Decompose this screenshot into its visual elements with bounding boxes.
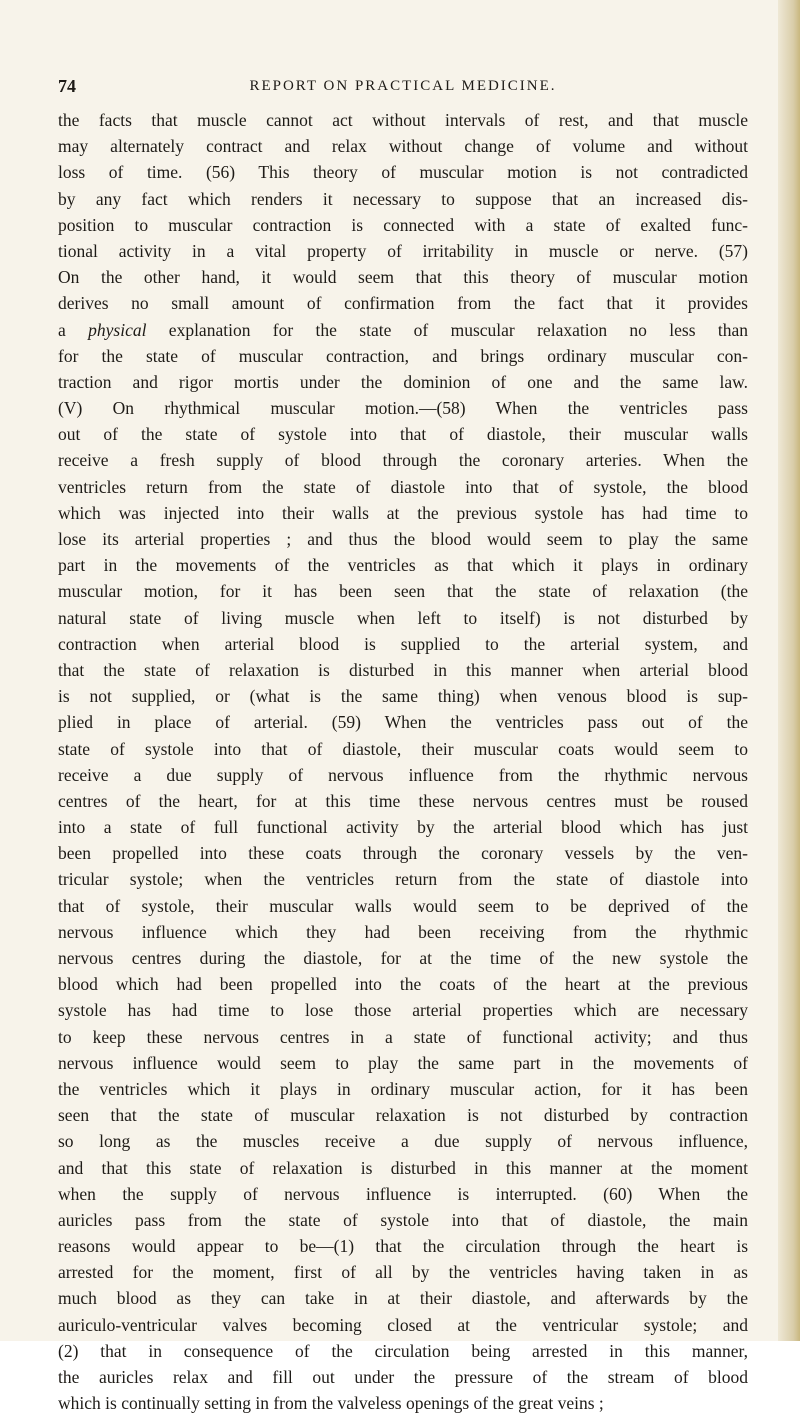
text-line: position to muscular contraction is connected with a state of exalted func- [58,214,748,235]
page-edge [778,0,800,1341]
text-line: nervous influence which they had been receiving from the rhythmic [58,921,748,942]
text-line: which was injected into their walls at the previous systole has had time to [58,502,748,523]
page-number: 74 [58,76,76,96]
text-line: arrested for the moment, first of all by the ventricles having taken in as [58,1262,748,1283]
text-line: that the state of relaxation is disturbed in this manner when arterial blood [58,659,748,680]
text-line: receive a due supply of nervous influence from the rhythmic nervous [58,764,748,785]
running-head [58,76,748,102]
text-line: contraction when arterial blood is supplied to the arterial system, and [58,633,748,654]
text-line: the auricles relax and fill out under the pressure of the stream of blood [58,1367,748,1387]
text-line: tricular systole; when the ventricles return from the state of diastole into [58,869,748,890]
text-line: out of the state of systole into that of diastole, their muscular walls [58,424,748,445]
text-line: been propelled into these coats through the coronary vessels by the ven- [58,843,748,864]
text-line: tional activity in a vital property of irritability in muscle or nerve. (57) [58,240,748,261]
text-line: lose its arterial properties ; and thus the blood would seem to play the same [58,529,748,549]
text-line: so long as the muscles receive a due supply of nervous influence, [58,1131,748,1152]
text-line: receive a fresh supply of blood through the coronary arteries. When the [58,450,748,471]
text-line: that of systole, their muscular walls would seem to be deprived of the [58,895,748,916]
text-line: much blood as they can take in at their diastole, and afterwards by the [58,1288,748,1309]
text-line: state of systole into that of diastole, their muscular coats would seem to [58,738,748,759]
text-line: to keep these nervous centres in a state of functional activity; and thus [58,1026,748,1047]
text-line: auricles pass from the state of systole into that of diastole, the main [58,1209,748,1230]
text-line: auriculo-ventricular valves becoming closed at the ventricular systole; and [58,1314,748,1335]
text-line: traction and rigor mortis under the dominion of one and the same law. [58,371,748,392]
text-line: muscular motion, for it has been seen that the state of relaxation (the [58,581,748,602]
text-line: loss of time. (56) This theory of muscular motion is not contradicted [58,162,748,183]
text-line: ventricles return from the state of diastole into that of systole, the blood [58,476,748,497]
text-line: (V) On rhythmical muscular motion.—(58) When the ventricles pass [58,398,748,419]
text-line: plied in place of arterial. (59) When the ventricles pass out of the [58,712,748,733]
text-line: the ventricles which it plays in ordinary muscular action, for it has been [58,1078,748,1099]
text-line: for the state of muscular contraction, and brings ordinary muscular con- [58,345,748,366]
text-line: blood which had been propelled into the coats of the heart at the previous [58,974,748,995]
text-line: derives no small amount of confirmation from the fact that it provides [58,293,748,314]
text-line: by any fact which renders it necessary to suppose that an increased dis- [58,188,748,209]
text-line: systole has had time to lose those arterial properties which are necessary [58,1000,748,1021]
text-line: into a state of full functional activity by the arterial blood which has just [58,817,748,838]
text-line: which is continually setting in from the valveless openings of the great veins ; [58,1393,604,1414]
text-line: a physical explanation for the state of muscular relaxation no less than [58,319,748,340]
text-line: natural state of living muscle when left to itself) is not disturbed by [58,607,748,628]
text-line: seen that the state of muscular relaxation is not disturbed by contraction [58,1105,748,1126]
text-line: the facts that muscle cannot act without intervals of rest, and that muscle [58,110,748,130]
text-line: reasons would appear to be—(1) that the circulation through the heart is [58,1236,748,1257]
text-line: nervous centres during the diastole, for at the time of the new systole the [58,948,748,968]
text-line: when the supply of nervous influence is interrupted. (60) When the [58,1183,748,1204]
text-line: may alternately contract and relax without change of volume and without [58,136,748,157]
body-text [58,107,748,1416]
text-line: On the other hand, it would seem that this theory of muscular motion [58,267,748,288]
text-line: nervous influence would seem to play the same part in the movements of [58,1052,748,1073]
text-line: part in the movements of the ventricles as that which it plays in ordinary [58,555,748,576]
text-line: centres of the heart, for at this time these nervous centres must be roused [58,790,748,811]
text-line: is not supplied, or (what is the same thing) when venous blood is sup- [58,686,748,707]
text-line: (2) that in consequence of the circulation being arrested in this manner, [58,1340,748,1361]
text-line: and that this state of relaxation is disturbed in this manner at the moment [58,1157,748,1178]
running-title: REPORT ON PRACTICAL MEDICINE. [249,78,557,94]
